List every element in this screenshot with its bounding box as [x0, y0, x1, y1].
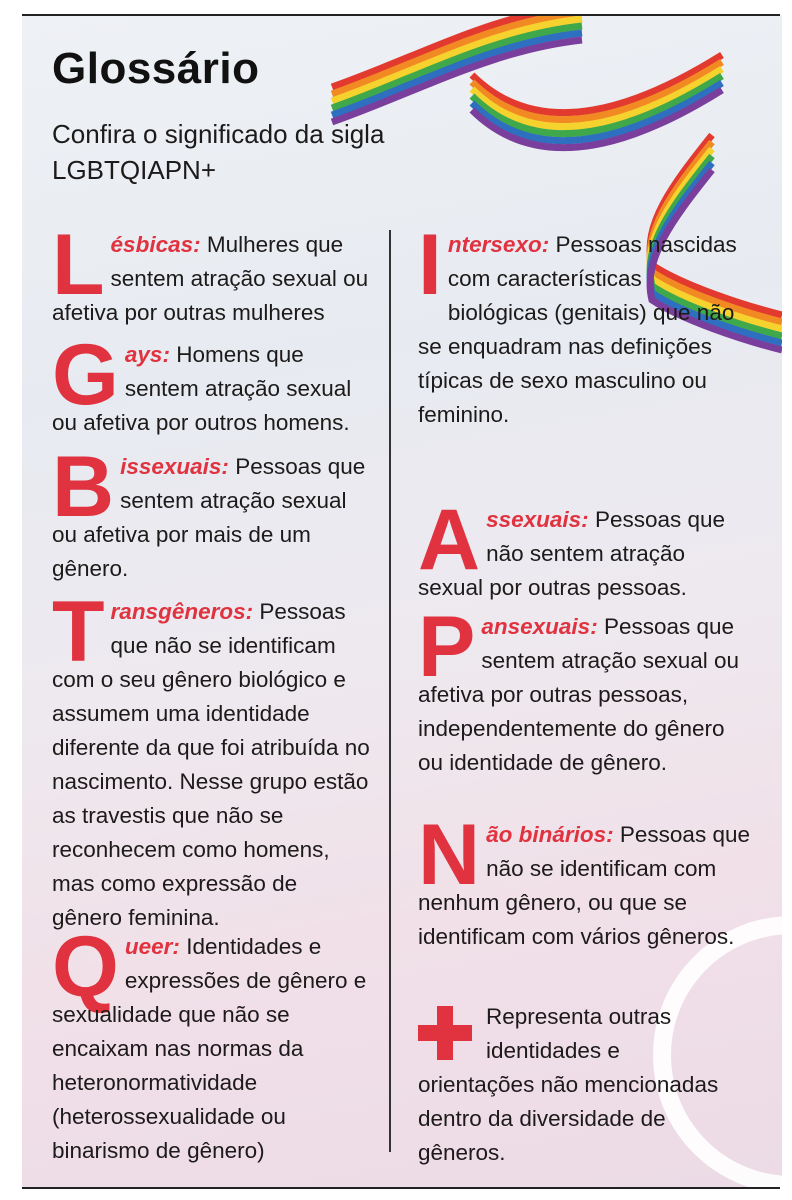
entry-definition: Pessoas que não se identificam com o seu gênero biológico e assumem uma identidade diferente da que foi atribuída no nascimento. Nesse grupo estão as travestis que não se reconhecem como homens, mas como expressão de gênero feminina. — [52, 599, 370, 930]
entry-term: ão binários: — [486, 822, 614, 847]
glossary-entry-transgeneros — [52, 584, 372, 935]
entry-definition: Representa outras identidades e orientações não mencionadas dentro da diversidade de gêneros. — [418, 1004, 719, 1165]
entry-definition: Mulheres que sentem atração sexual ou afetiva por outras mulheres — [52, 232, 369, 325]
entry-term: ésbicas: — [110, 232, 201, 257]
drop-cap-letter: N — [418, 807, 481, 903]
entry-definition: Identidades e expressões de gênero e sexualidade que não se encaixam nas normas da heteronormatividade (heterossexualidade ou binarismo de gênero) — [52, 934, 367, 1163]
entry-term: ays: — [124, 342, 170, 367]
drop-cap-letter: G — [52, 327, 119, 423]
glossary-entry-plus — [418, 1000, 728, 1170]
entry-definition: Homens que sentem atração sexual ou afetiva por outros homens. — [52, 342, 352, 435]
drop-cap-letter: L — [52, 217, 105, 313]
glossary-entry-assexuais — [418, 492, 753, 605]
drop-cap-letter: A — [418, 492, 481, 588]
column-divider — [389, 230, 391, 1152]
glossary-entry-nao-binarios — [418, 807, 753, 954]
bottom-rule — [22, 1187, 780, 1189]
glossary-entry-pansexuais — [418, 599, 753, 780]
entry-term: issexuais: — [120, 454, 229, 479]
drop-cap-letter: B — [52, 439, 115, 535]
entry-term: ransgêneros: — [110, 599, 254, 624]
glossary-entry-bissexuais — [52, 439, 377, 586]
entry-definition: Pessoas nascidas com características biológicas (genitais) que não se enquadram nas definições típicas de sexo masculino ou feminino. — [418, 232, 737, 427]
entry-definition: Pessoas que não sentem atração sexual por outras pessoas. — [418, 507, 726, 600]
glossary-entry-lesbicas — [52, 217, 372, 330]
glossary-entry-gays — [52, 327, 382, 440]
entry-definition: Pessoas que não se identificam com nenhum gênero, ou que se identificam com vários gêneros. — [418, 822, 750, 949]
drop-cap-letter: P — [418, 599, 476, 695]
top-rule — [22, 14, 780, 16]
drop-cap-letter: I — [418, 217, 442, 313]
entry-term: ssexuais: — [486, 507, 589, 532]
drop-cap-letter: T — [52, 584, 105, 680]
entry-term: ueer: — [124, 934, 180, 959]
glossary-entry-intersexo — [418, 217, 748, 432]
entry-term: ansexuais: — [481, 614, 598, 639]
page-title: Glossário — [52, 44, 260, 93]
plus-icon — [418, 1006, 472, 1060]
entry-term: ntersexo: — [447, 232, 550, 257]
entry-definition: Pessoas que sentem atração sexual ou afetiva por mais de um gênero. — [52, 454, 366, 581]
drop-cap-letter: Q — [52, 919, 119, 1015]
entry-definition: Pessoas que sentem atração sexual ou afetiva por outras pessoas, independentemente do gênero ou identidade de gênero. — [418, 614, 740, 775]
glossary-entry-queer — [52, 919, 372, 1168]
page-subtitle: Confira o significado da sigla LGBTQIAPN+ — [52, 119, 385, 185]
